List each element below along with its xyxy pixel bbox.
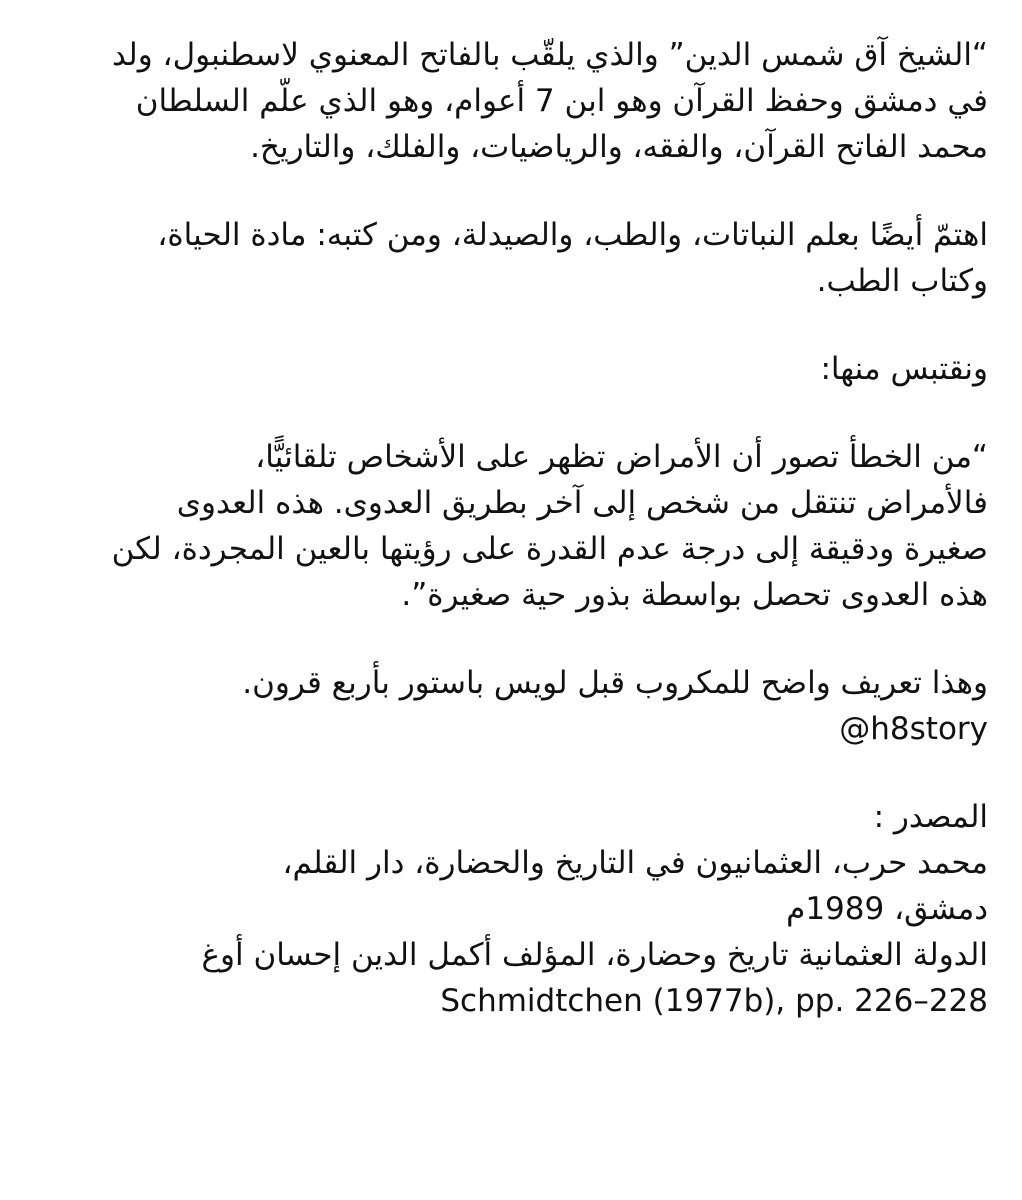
paragraph-quote: [20, 434, 988, 618]
handle-text: h8story@: [839, 711, 988, 747]
paragraph-sources: [20, 794, 988, 1024]
paragraph-conclusion: [20, 660, 988, 752]
paragraph-quote-intro: [20, 346, 988, 392]
text-line: صغيرة ودقيقة إلى درجة عدم القدرة على رؤيتها بالعين المجردة، لكن: [111, 531, 988, 567]
text-line: وهذا تعريف واضح للمكروب قبل لويس باستور بأربع قرون.: [242, 665, 988, 701]
text-line: في دمشق وحفظ القرآن وهو ابن 7 أعوام، وهو الذي علّم السلطان: [135, 83, 988, 119]
source-line: الدولة العثمانية تاريخ وحضارة، المؤلف أكمل الدين إحسان أوغ: [201, 937, 988, 973]
text-line: ونقتبس منها:: [820, 351, 988, 387]
text-line: “الشيخ آق شمس الدين” والذي يلقّب بالفاتح المعنوي لاسطنبول، ولد: [112, 37, 988, 73]
text-line: فالأمراض تنتقل من شخص إلى آخر بطريق العدوى. هذه العدوى: [176, 485, 988, 521]
source-line-latin: Schmidtchen (1977b), pp. 226–228: [440, 983, 988, 1019]
text-line: هذه العدوى تحصل بواسطة بذور حية صغيرة”.: [401, 577, 988, 613]
article-body: [20, 32, 988, 1024]
text-line: اهتمّ أيضًا بعلم النباتات، والطب، والصيدلة، ومن كتبه: مادة الحياة،: [157, 217, 988, 253]
paragraph-biography: [20, 32, 988, 170]
source-line: دمشق، 1989م: [786, 891, 988, 927]
text-line: محمد الفاتح القرآن، والفقه، والرياضيات، والفلك، والتاريخ.: [250, 129, 988, 165]
text-line: “من الخطأ تصور أن الأمراض تظهر على الأشخاص تلقائيًّا،: [255, 439, 988, 475]
text-line: وكتاب الطب.: [816, 263, 988, 299]
source-line: محمد حرب، العثمانيون في التاريخ والحضارة، دار القلم،: [282, 845, 988, 881]
source-heading: المصدر :: [873, 799, 988, 835]
paragraph-interests: [20, 212, 988, 304]
